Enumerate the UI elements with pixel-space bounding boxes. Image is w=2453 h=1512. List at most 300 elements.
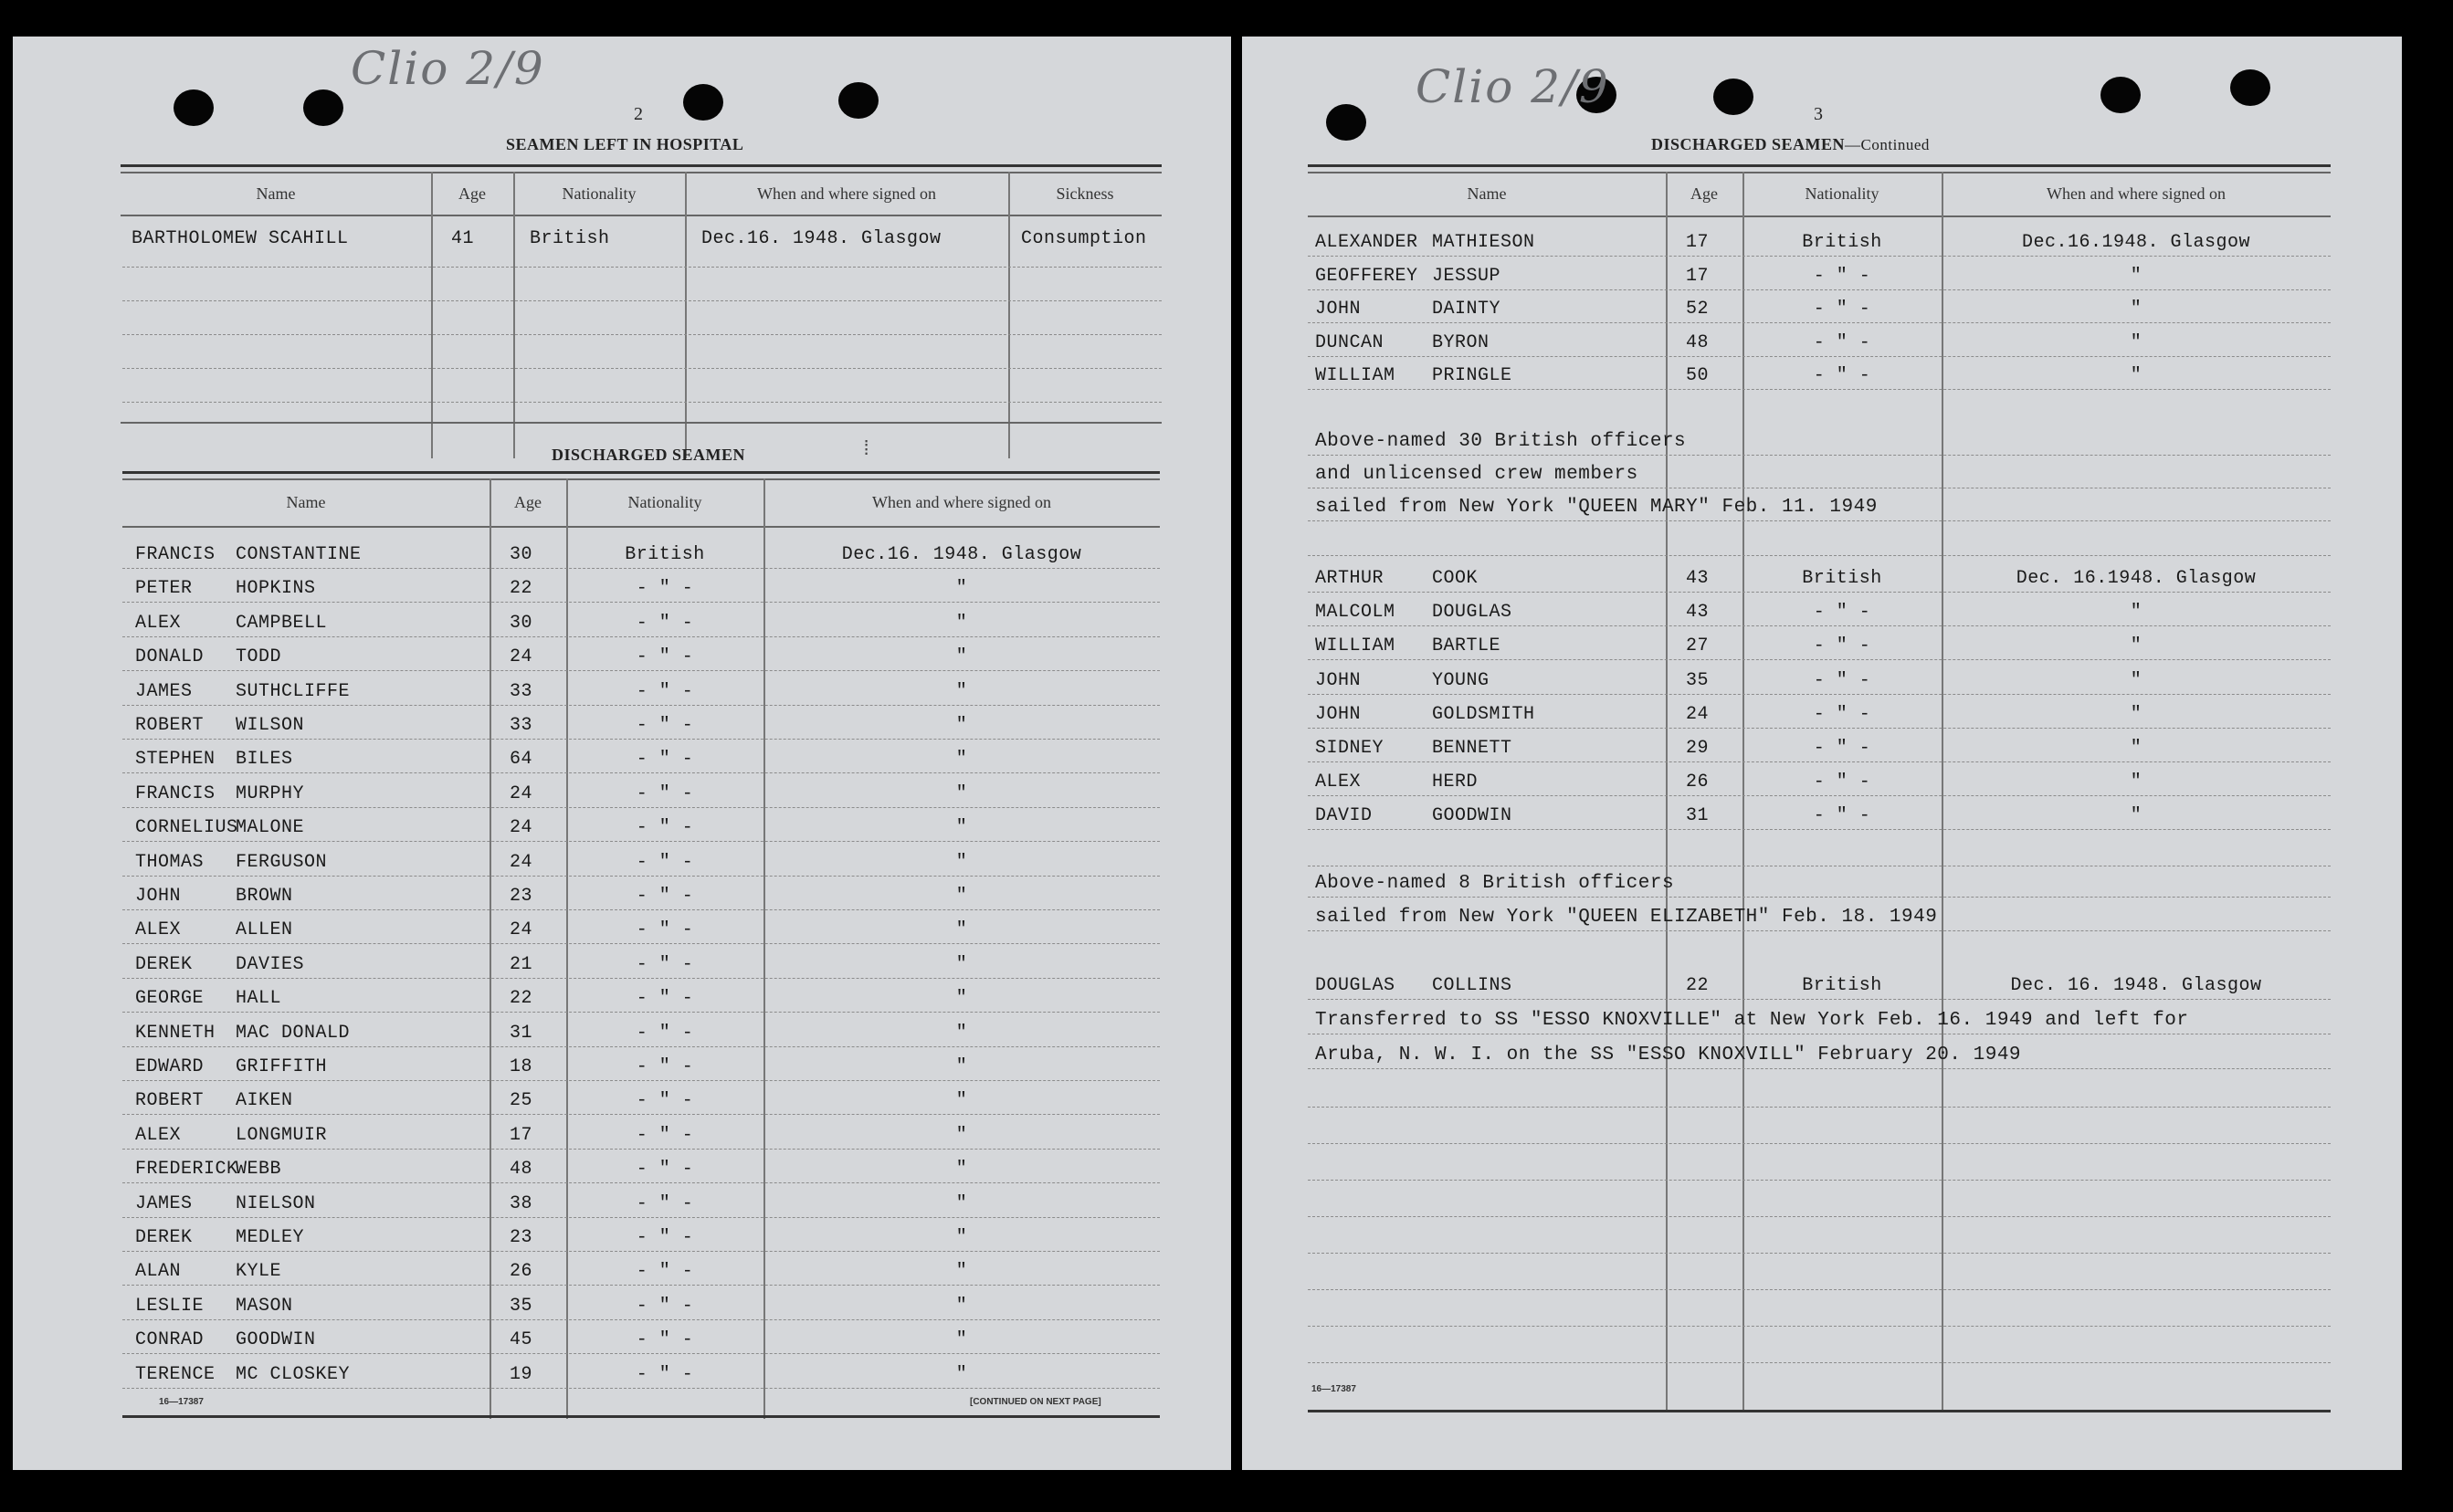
seaman-signed-on: " [955,988,968,1010]
row-rule [122,705,1160,706]
row-rule [1308,322,2331,323]
title-main: DISCHARGED SEAMEN [1651,135,1846,153]
seaman-first-name: WILLIAM [1315,365,1395,386]
hospital-column-divider [431,172,433,458]
row-rule [122,1149,1160,1150]
seaman-age: 25 [510,1090,533,1112]
discharged-section-title: DISCHARGED SEAMEN [552,446,746,464]
seaman-last-name: DAVIES [236,953,305,975]
seaman-nationality: British [1802,568,1882,589]
seaman-signed-on: " [2130,738,2142,759]
seaman-signed-on: " [2130,772,2142,793]
handwritten-tick: ⁞ [860,438,873,461]
seaman-age: 22 [510,578,533,600]
row-rule [122,772,1160,773]
row-rule [122,334,1162,335]
seaman-first-name: PETER [135,578,193,600]
seaman-first-name: ARTHUR [1315,568,1384,589]
seaman-first-name: GEOFFEREY [1315,265,1418,287]
row-rule [122,1353,1160,1354]
seaman-first-name: JOHN [135,886,182,907]
seaman-last-name: MC CLOSKEY [236,1363,351,1385]
seaman-nationality: - " - [1813,772,1871,793]
page-number: 3 [1814,104,1823,124]
page-number: 2 [634,104,643,124]
row-rule [1308,289,2331,290]
row-rule [1308,694,2331,695]
discharged-col-header: When and where signed on [872,493,1051,511]
row-rule [1308,1326,2331,1327]
row-rule [1308,1289,2331,1290]
hospital-column-divider [685,172,687,458]
seaman-age: 52 [1686,299,1710,320]
seaman-age: 18 [510,1056,533,1077]
row-rule [1308,829,2331,830]
seaman-first-name: ROBERT [135,1090,205,1112]
seaman-nationality: - " - [636,919,694,941]
header-bottom-rule [122,526,1160,528]
seaman-age: 22 [1686,975,1710,996]
seaman-signed-on: " [955,1056,968,1077]
seaman-last-name: BARTLE [1432,635,1501,657]
seaman-nationality: - " - [636,886,694,907]
seaman-signed-on: Dec.16. 1948. Glasgow [841,544,1082,565]
seaman-first-name: ALAN [135,1261,182,1283]
discharged-continued-title [1651,135,1930,154]
discharged-col-header: Name [286,493,326,511]
seaman-first-name: DOUGLAS [1315,975,1395,996]
discharged-col-header: Nationality [627,493,702,511]
seaman-last-name: CAMPBELL [236,612,328,634]
seaman-signed-on: Dec.16.1948. Glasgow [2021,232,2251,253]
seaman-nationality: - " - [1813,265,1871,287]
seaman-signed-on: " [2130,299,2142,320]
seaman-signed-on: Dec. 16.1948. Glasgow [2016,568,2257,589]
seaman-signed-on: " [955,1124,968,1146]
seaman-first-name: FREDERICK [135,1159,238,1181]
seaman-first-name: FRANCIS [135,782,216,804]
seaman-age: 23 [510,1227,533,1248]
section-top-rule [1308,172,2331,173]
seaman-first-name: DONALD [135,646,205,668]
row-rule [1308,592,2331,593]
seaman-signed-on: " [955,1329,968,1351]
seaman-age: 45 [510,1329,533,1351]
row-rule [122,1012,1160,1013]
row-rule [122,1080,1160,1081]
row-rule [122,1251,1160,1252]
seaman-nationality: - " - [1813,703,1871,725]
seaman-last-name: MAC DONALD [236,1022,351,1044]
row-rule [122,978,1160,979]
form-number: 16—17387 [159,1397,204,1407]
row-rule [1308,1107,2331,1108]
seaman-last-name: DAINTY [1432,299,1501,320]
seaman-nationality: - " - [636,1159,694,1181]
seaman-first-name: WILLIAM [1315,635,1395,657]
seaman-nationality: - " - [636,1363,694,1385]
page-bottom-rule [122,1415,1160,1418]
seaman-signed-on: " [955,919,968,941]
shipping-note: sailed from New York "QUEEN ELIZABETH" Feb. 18. 1949 [1315,907,1938,928]
seaman-last-name: KYLE [236,1261,282,1283]
seaman-signed-on: " [955,1227,968,1248]
row-rule [1308,761,2331,762]
seaman-nationality: British [1802,232,1882,253]
seaman-first-name: ALEX [1315,772,1362,793]
seaman-signed-on: " [955,646,968,668]
hospital-sickness: Consumption [1021,228,1147,249]
seaman-first-name: THOMAS [135,851,205,873]
hospital-col-header: Nationality [562,184,637,203]
seaman-signed-on: " [955,886,968,907]
seaman-age: 29 [1686,738,1710,759]
seaman-age: 24 [510,919,533,941]
seaman-last-name: GRIFFITH [236,1056,328,1077]
row-rule [1308,1362,2331,1363]
seaman-age: 21 [510,953,533,975]
seaman-first-name: EDWARD [135,1056,205,1077]
seaman-age: 24 [1686,703,1710,725]
seaman-last-name: BYRON [1432,331,1490,353]
column-divider [1666,172,1668,1410]
seaman-age: 31 [1686,805,1710,827]
hospital-name: BARTHOLOMEW SCAHILL [132,228,349,249]
seaman-signed-on: " [2130,669,2142,691]
seaman-first-name: GEORGE [135,988,205,1010]
seaman-nationality: - " - [636,1261,694,1283]
seaman-nationality: - " - [636,1124,694,1146]
seaman-last-name: COLLINS [1432,975,1512,996]
seaman-nationality: - " - [636,1192,694,1214]
seaman-signed-on: " [955,612,968,634]
seaman-age: 50 [1686,365,1710,386]
seaman-first-name: DAVID [1315,805,1373,827]
punch-hole [1713,79,1753,115]
seaman-age: 35 [510,1295,533,1317]
seaman-first-name: JOHN [1315,299,1362,320]
seaman-last-name: MEDLEY [236,1227,305,1248]
row-rule [1308,897,2331,898]
seaman-age: 24 [510,782,533,804]
row-rule [1308,1068,2331,1069]
seaman-last-name: AIKEN [236,1090,293,1112]
row-rule [122,670,1160,671]
row-rule [122,267,1162,268]
row-rule [1308,1180,2331,1181]
seaman-last-name: GOODWIN [236,1329,316,1351]
seaman-first-name: STEPHEN [135,749,216,771]
seaman-last-name: FERGUSON [236,851,328,873]
row-rule [1308,389,2331,390]
section-top-rule [1308,164,2331,167]
section-top-rule [121,164,1162,167]
seaman-age: 17 [510,1124,533,1146]
seaman-first-name: MALCOLM [1315,602,1395,624]
seaman-age: 35 [1686,669,1710,691]
seaman-signed-on: Dec. 16. 1948. Glasgow [2010,975,2262,996]
row-rule [122,568,1160,569]
seaman-first-name: ROBERT [135,715,205,736]
seaman-first-name: JAMES [135,680,193,702]
punch-hole [1326,104,1366,141]
seaman-signed-on: " [955,1159,968,1181]
seaman-age: 48 [1686,331,1710,353]
seaman-age: 27 [1686,635,1710,657]
seaman-nationality: - " - [636,988,694,1010]
row-rule [122,402,1162,403]
seaman-last-name: WILSON [236,715,305,736]
form-number: 16—17387 [1311,1384,1356,1394]
discharged-column-divider [490,478,491,1419]
row-rule [122,1319,1160,1320]
seaman-nationality: - " - [1813,365,1871,386]
seaman-first-name: CONRAD [135,1329,205,1351]
seaman-signed-on: " [955,578,968,600]
row-rule [122,876,1160,877]
seaman-last-name: MASON [236,1295,293,1317]
seaman-first-name: DEREK [135,953,193,975]
seaman-last-name: HOPKINS [236,578,316,600]
seaman-age: 38 [510,1192,533,1214]
seaman-nationality: - " - [636,817,694,839]
row-rule [1308,625,2331,626]
seaman-nationality: - " - [1813,738,1871,759]
seaman-signed-on: " [2130,703,2142,725]
seaman-last-name: MURPHY [236,782,305,804]
seaman-first-name: CORNELIUS [135,817,238,839]
seaman-nationality: - " - [636,749,694,771]
row-rule [122,602,1160,603]
seaman-last-name: SUTHCLIFFE [236,680,351,702]
row-rule [122,739,1160,740]
seaman-nationality: - " - [636,1329,694,1351]
seaman-nationality: - " - [636,715,694,736]
seaman-age: 24 [510,646,533,668]
row-rule [122,636,1160,637]
seaman-signed-on: " [955,1261,968,1283]
section-top-rule [122,478,1160,480]
seaman-first-name: FRANCIS [135,544,216,565]
left-page [13,37,1231,1470]
seaman-nationality: British [625,544,705,565]
seaman-age: 30 [510,612,533,634]
hospital-col-header: Sickness [1056,184,1114,203]
seaman-first-name: DEREK [135,1227,193,1248]
transfer-note: Transferred to SS "ESSO KNOXVILLE" at New York Feb. 16. 1949 and left for [1315,1010,2189,1031]
seaman-first-name: JOHN [1315,703,1362,725]
seaman-nationality: British [1802,975,1882,996]
section-top-rule [122,471,1160,474]
seaman-last-name: TODD [236,646,282,668]
seaman-nationality: - " - [636,851,694,873]
seaman-nationality: - " - [636,782,694,804]
seaman-last-name: ALLEN [236,919,293,941]
col-header: Name [1467,184,1507,203]
seaman-first-name: TERENCE [135,1363,216,1385]
seaman-age: 23 [510,886,533,907]
row-rule [122,1217,1160,1218]
seaman-last-name: GOLDSMITH [1432,703,1535,725]
seaman-age: 43 [1686,602,1710,624]
seaman-last-name: MALONE [236,817,305,839]
section-bottom-rule [121,422,1162,424]
page-bottom-rule [1308,1410,2331,1412]
row-rule [122,1285,1160,1286]
seaman-first-name: KENNETH [135,1022,216,1044]
row-rule [1308,455,2331,456]
seaman-nationality: - " - [636,953,694,975]
seaman-last-name: BENNETT [1432,738,1512,759]
seaman-signed-on: " [2130,331,2142,353]
seaman-nationality: - " - [1813,331,1871,353]
header-bottom-rule [1308,215,2331,217]
row-rule [122,1182,1160,1183]
seaman-signed-on: " [955,782,968,804]
row-rule [122,1114,1160,1115]
seaman-nationality: - " - [1813,602,1871,624]
seaman-signed-on: " [955,817,968,839]
hospital-col-header: When and where signed on [757,184,936,203]
seaman-signed-on: " [955,851,968,873]
seaman-nationality: - " - [636,680,694,702]
row-rule [1308,728,2331,729]
seaman-age: 19 [510,1363,533,1385]
seaman-age: 31 [510,1022,533,1044]
seaman-nationality: - " - [1813,299,1871,320]
seaman-last-name: HALL [236,988,282,1010]
col-header: Age [1690,184,1718,203]
row-rule [1308,930,2331,931]
row-rule [122,909,1160,910]
row-rule [122,1388,1160,1389]
seaman-age: 24 [510,851,533,873]
seaman-last-name: HERD [1432,772,1479,793]
shipping-note: sailed from New York "QUEEN MARY" Feb. 11. 1949 [1315,497,1878,518]
seaman-age: 30 [510,544,533,565]
seaman-age: 43 [1686,568,1710,589]
seaman-age: 17 [1686,265,1710,287]
punch-hole [2230,69,2270,106]
seaman-nationality: - " - [636,1090,694,1112]
seaman-nationality: - " - [636,1227,694,1248]
row-rule [122,300,1162,301]
seaman-age: 33 [510,715,533,736]
seaman-signed-on: " [955,1192,968,1214]
seaman-age: 64 [510,749,533,771]
seaman-first-name: ALEX [135,1124,182,1146]
shipping-note: Above-named 30 British officers [1315,431,1687,452]
seaman-last-name: CONSTANTINE [236,544,362,565]
seaman-signed-on: " [955,715,968,736]
hospital-col-header: Name [256,184,296,203]
seaman-last-name: YOUNG [1432,669,1490,691]
seaman-nationality: - " - [636,1022,694,1044]
seaman-signed-on: " [955,749,968,771]
seaman-last-name: WEBB [236,1159,282,1181]
seaman-signed-on: " [2130,365,2142,386]
seaman-signed-on: " [955,1090,968,1112]
seaman-last-name: COOK [1432,568,1479,589]
seaman-age: 17 [1686,232,1710,253]
seaman-first-name: JAMES [135,1192,193,1214]
col-header: When and where signed on [2047,184,2226,203]
seaman-first-name: ALEX [135,919,182,941]
col-header: Nationality [1805,184,1879,203]
seaman-first-name: SIDNEY [1315,738,1384,759]
row-rule [1308,555,2331,556]
seaman-last-name: DOUGLAS [1432,602,1512,624]
continued-note: [CONTINUED ON NEXT PAGE] [970,1397,1101,1407]
seaman-signed-on: " [955,1022,968,1044]
seaman-signed-on: " [955,1295,968,1317]
seaman-nationality: - " - [1813,805,1871,827]
hospital-nationality: British [530,228,610,249]
seaman-signed-on: " [2130,602,2142,624]
row-rule [122,943,1160,944]
seaman-age: 26 [510,1261,533,1283]
right-page [1242,37,2402,1470]
seaman-first-name: ALEXANDER [1315,232,1418,253]
shipping-note: Above-named 8 British officers [1315,873,1675,894]
punch-hole [174,89,214,126]
header-bottom-rule [121,215,1162,216]
seaman-signed-on: " [2130,635,2142,657]
seaman-last-name: NIELSON [236,1192,316,1214]
seaman-age: 33 [510,680,533,702]
row-rule [122,368,1162,369]
seaman-first-name: ALEX [135,612,182,634]
seaman-nationality: - " - [1813,669,1871,691]
seaman-last-name: JESSUP [1432,265,1501,287]
title-continued: —Continued [1845,136,1930,153]
handwritten-annotation: Clio 2/9 [351,42,545,95]
row-rule [1308,999,2331,1000]
seaman-nationality: - " - [1813,635,1871,657]
punch-hole [303,89,343,126]
row-rule [1308,520,2331,521]
hospital-col-header: Age [458,184,486,203]
seaman-signed-on: " [2130,265,2142,287]
row-rule [1308,1253,2331,1254]
punch-hole [2100,77,2141,113]
seaman-first-name: JOHN [1315,669,1362,691]
row-rule [122,1046,1160,1047]
section-top-rule [121,172,1162,173]
hospital-column-divider [513,172,515,458]
handwritten-annotation: Clio 2/9 [1416,60,1610,113]
row-rule [122,807,1160,808]
punch-hole [838,82,879,119]
row-rule [122,841,1160,842]
hospital-column-divider [1008,172,1010,458]
seaman-nationality: - " - [636,578,694,600]
seaman-nationality: - " - [636,1056,694,1077]
seaman-age: 26 [1686,772,1710,793]
seaman-nationality: - " - [636,612,694,634]
seaman-first-name: DUNCAN [1315,331,1384,353]
seaman-nationality: - " - [636,1295,694,1317]
seaman-signed-on: " [955,680,968,702]
seaman-nationality: - " - [636,646,694,668]
seaman-last-name: BILES [236,749,293,771]
row-rule [1308,256,2331,257]
seaman-first-name: LESLIE [135,1295,205,1317]
seaman-last-name: BROWN [236,886,293,907]
seaman-last-name: GOODWIN [1432,805,1512,827]
row-rule [1308,795,2331,796]
seaman-age: 48 [510,1159,533,1181]
